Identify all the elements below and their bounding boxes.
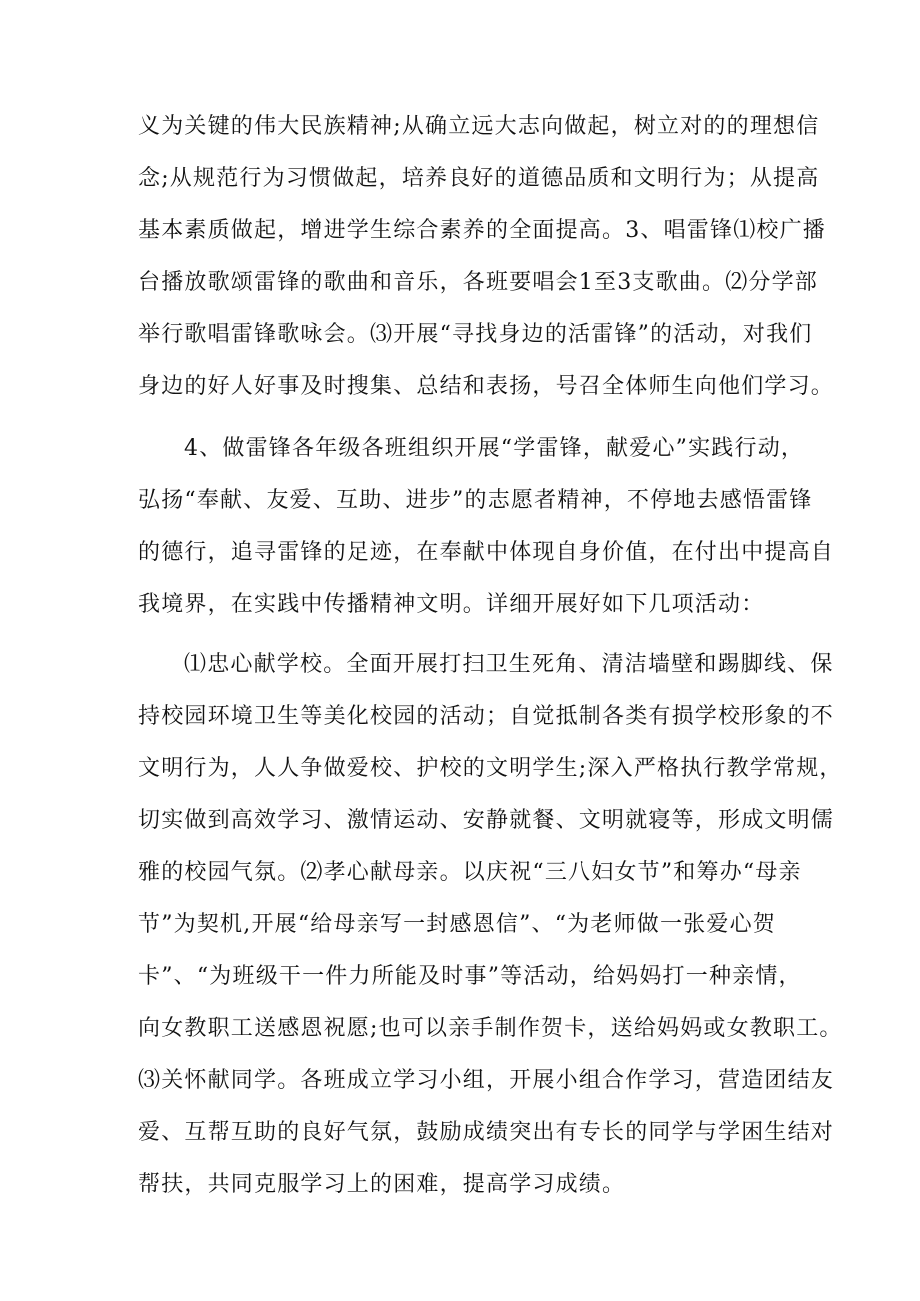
text-line: 弘扬“奉献、友爱、互助、进步”的志愿者精神，不停地去感悟雷锋 xyxy=(138,488,813,513)
text-line: 爱、互帮互助的良好气氛，鼓励成绩突出有专长的同学与学困生结对 xyxy=(138,1120,835,1145)
text-line: 的德行，追寻雷锋的足迹，在奉献中体现自身价值，在付出中提高自 xyxy=(138,540,835,565)
paragraph-start-line: 4、做雷锋各年级各班组织开展“学雷锋，献爱心”实践行动， xyxy=(184,436,805,461)
text-line: 向女教职工送感恩祝愿;也可以亲手制作贺卡，送给妈妈或女教职工。 xyxy=(138,1016,843,1041)
text-line: 节”为契机,开展“给母亲写一封感恩信”、“为老师做一张爱心贺 xyxy=(138,912,776,937)
text-line: 基本素质做起，增进学生综合素养的全面提高。3、唱雷锋⑴校广播 xyxy=(138,218,826,243)
text-line: 切实做到高效学习、激情运动、安静就餐、文明就寝等，形成文明儒 xyxy=(138,808,835,833)
text-line: 举行歌唱雷锋歌咏会。⑶开展“寻找身边的活雷锋”的活动，对我们 xyxy=(138,322,813,347)
text-line: 我境界，在实践中传播精神文明。详细开展好如下几项活动： xyxy=(138,592,765,617)
paragraph-start-line: ⑴忠心献学校。全面开展打扫卫生死角、清洁墙壁和踢脚线、保 xyxy=(184,652,834,677)
text-line: 念;从规范行为习惯做起，培养良好的道德品质和文明行为；从提高 xyxy=(138,166,820,191)
text-line: 雅的校园气氛。⑵孝心献母亲。以庆祝“三八妇女节”和筹办“母亲 xyxy=(138,860,802,885)
text-line: ⑶关怀献同学。各班成立学习小组，开展小组合作学习，营造团结友 xyxy=(138,1068,835,1093)
text-line: 身边的好人好事及时搜集、总结和表扬，号召全体师生向他们学习。 xyxy=(138,374,835,399)
text-line: 持校园环境卫生等美化校园的活动；自觉抵制各类有损学校形象的不 xyxy=(138,704,835,729)
text-line: 义为关键的伟大民族精神;从确立远大志向做起，树立对的的理想信 xyxy=(138,114,820,139)
text-line: 卡”、“为班级干一件力所能及时事”等活动，给妈妈打一种亲情， xyxy=(138,964,802,989)
text-line: 帮扶，共同克服学习上的困难，提高学习成绩。 xyxy=(138,1172,626,1197)
text-line: 台播放歌颂雷锋的歌曲和音乐，各班要唱会1至3支歌曲。⑵分学部 xyxy=(138,270,818,295)
text-line: 文明行为，人人争做爱校、护校的文明学生;深入严格执行教学常规， xyxy=(138,756,843,781)
